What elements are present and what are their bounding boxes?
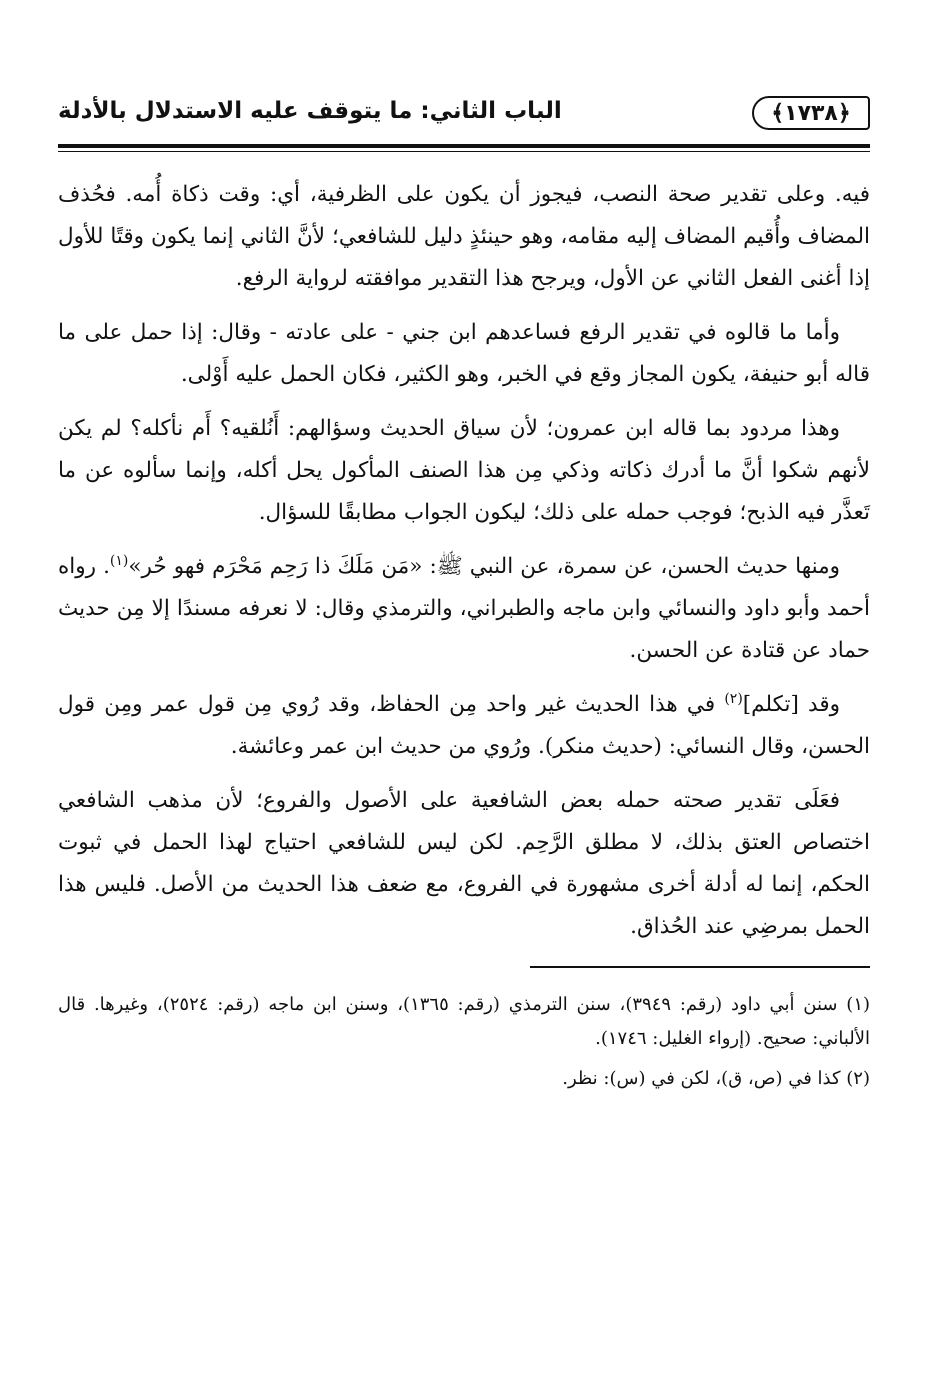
footnote-ref-1[interactable]: (١) (109, 552, 129, 569)
paragraph-5-text-a: وقد [تكلم] (742, 692, 841, 717)
paragraph-6: فعَلَى تقدير صحته حمله بعض الشافعية على الأصول والفروع؛ لأن مذهب الشافعي اختصاص العتق بذلك، لا مطلق الرَّحِم. لكن ليس للشافعي احتياج لهذا الحمل في ثبوت الحكم، إنما له أدلة أخرى مشهورة في الفروع، مع ضعف هذا الحديث من الأصل. فليس هذا الحمل بمرضِي عند الحُذاق. (58, 788, 870, 939)
footnote-1: (١) سنن أبي داود (رقم: ٣٩٤٩)، سنن الترمذي (رقم: ١٣٦٥)، وسنن ابن ماجه (رقم: ٢٥٢٤)، وغيرها. قال الألباني: صحيح. (إرواء الغليل: ١٧٤٦). (58, 994, 871, 1049)
page-header (58, 90, 870, 138)
footnote-2: (٢) كذا في (ص، ق)، لكن في (س): نظر. (562, 1068, 870, 1089)
footnote-separator (530, 966, 870, 968)
main-text (58, 174, 870, 948)
running-head: الباب الثاني: ما يتوقف عليه الاستدلال بالأدلة (58, 98, 562, 124)
header-rule-thin (58, 151, 870, 152)
paragraph-3: وهذا مردود بما قاله ابن عمرون؛ لأن سياق الحديث وسؤالهم: أَنُلقيه؟ أَم نأكله؟ لم يكن لأنهم شكوا أنَّ ما أدرك ذكاته وذكي مِن هذا الصنف المأكول يحل أكله، وإنما سألوه عن ما تَعذَّر فيه الذبح؛ فوجب حمله على ذلك؛ ليكون الجواب مطابقًا للسؤال. (58, 416, 870, 525)
paragraph-4-text-a: ومنها حديث الحسن، عن سمرة، عن النبي ﷺ: «مَن مَلَكَ ذا رَحِم مَحْرَم فهو حُر» (128, 554, 840, 579)
page-number: ﴿١٧٣٨﴾ (752, 96, 870, 130)
paragraph-5 (58, 684, 870, 768)
footnotes (58, 988, 870, 1096)
paragraph-4 (58, 546, 870, 672)
footnote-ref-2[interactable]: (٢) (724, 690, 743, 707)
header-rule-thick (58, 144, 870, 148)
paragraph-1: فيه. وعلى تقدير صحة النصب، فيجوز أن يكون على الظرفية، أي: وقت ذكاة أُمه. فحُذف المضاف وأُقيم المضاف إليه مقامه، وهو حينئذٍ دليل للشافعي؛ لأنَّ الثاني إنما يكون وقتًا للأول إذا أغنى الفعل الثاني عن الأول، ويرجح هذا التقدير موافقته لرواية الرفع. (58, 182, 870, 291)
paragraph-2: وأما ما قالوه في تقدير الرفع فساعدهم ابن جني - على عادته - وقال: إذا حمل على ما قاله أبو حنيفة، يكون المجاز وقع في الخبر، وهو الكثير، فكان الحمل عليه أَوْلى. (58, 320, 870, 387)
book-page (58, 90, 870, 1350)
paragraph-4-text-b: . رواه أحمد وأبو داود والنسائي وابن ماجه والطبراني، والترمذي وقال: لا نعرفه مسندًا إلا مِن حديث حماد عن قتادة عن الحسن. (58, 554, 870, 663)
paragraph-5-text-b: في هذا الحديث غير واحد مِن الحفاظ، وقد رُوي مِن قول عمر ومِن قول الحسن، وقال النسائي: (حديث منكر). ورُوي من حديث ابن عمر وعائشة. (58, 692, 870, 759)
